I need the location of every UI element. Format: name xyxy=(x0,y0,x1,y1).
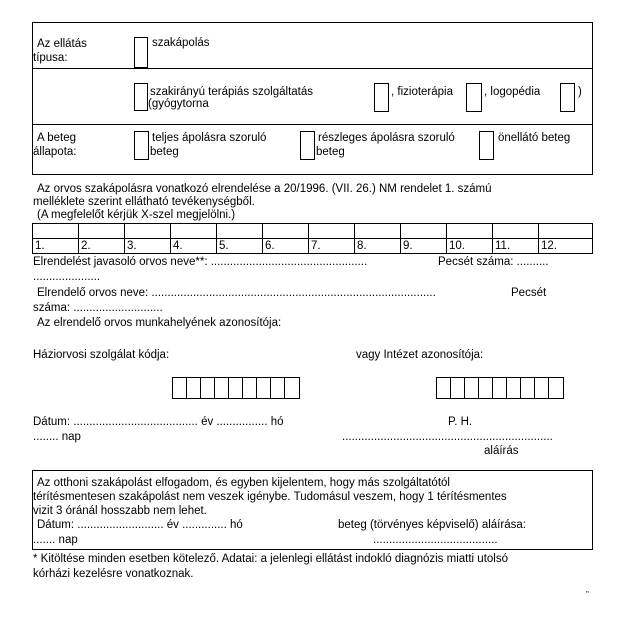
activity-number-6: 6. xyxy=(265,240,275,252)
speech-label: , logopédia xyxy=(484,86,541,98)
activity-cell-7[interactable] xyxy=(309,224,354,238)
consent-date-line: Dátum: ........................... év .............. hó xyxy=(37,519,243,531)
institution-id-box[interactable] xyxy=(492,377,507,399)
nursing-label: szakápolás xyxy=(152,37,210,49)
activity-cell-3[interactable] xyxy=(125,224,170,238)
order-text-1: Az orvos szakápolásra vonatkozó elrendelése a 20/1996. (VII. 26.) NM rendelet 1. számú xyxy=(37,183,492,195)
activity-number-3: 3. xyxy=(127,240,137,252)
gp-code-box[interactable] xyxy=(270,377,285,399)
full-care-label-1: teljes ápolásra szoruló xyxy=(152,132,267,144)
ordering-stamp-label: Pecsét xyxy=(511,287,547,299)
physio-checkbox[interactable] xyxy=(374,83,389,112)
institution-id-box[interactable] xyxy=(548,377,564,399)
self-care-label: önellátó beteg xyxy=(498,132,571,144)
activity-number-7: 7. xyxy=(311,240,321,252)
partial-care-label-2: beteg xyxy=(316,146,345,158)
gp-code-box[interactable] xyxy=(242,377,257,399)
institution-id-box[interactable] xyxy=(478,377,493,399)
full-care-checkbox[interactable] xyxy=(134,131,149,160)
order-text-2: melléklete szerint ellátható tevékenységből. xyxy=(33,196,255,208)
gp-code-box[interactable] xyxy=(172,377,187,399)
consent-text-2: térítésmentesen szakápolást nem veszek igénybe. Tudomásul veszem, hogy 1 térítésmentes xyxy=(33,491,507,503)
ordering-doctor-line: Elrendelő orvos neve: ......................................................................................... xyxy=(37,287,436,299)
consent-text-1: Az otthoni szakápolást elfogadom, és egyben kijelentem, hogy más szolgáltatótól xyxy=(37,477,450,489)
ordering-stamp-line: száma: ............................ xyxy=(33,302,163,314)
gp-code-box[interactable] xyxy=(256,377,271,399)
order-text-3: (A megfelelőt kérjük X-szel megjelölni.) xyxy=(37,209,236,221)
activity-cell-4[interactable] xyxy=(171,224,216,238)
activity-number-5: 5. xyxy=(219,240,229,252)
gp-code-box[interactable] xyxy=(228,377,243,399)
partial-care-label-1: részleges ápolásra szoruló xyxy=(318,132,455,144)
activity-cell-11[interactable] xyxy=(493,224,538,238)
workplace-label: Az elrendelő orvos munkahelyének azonosítója: xyxy=(37,317,282,329)
full-care-label-2: beteg xyxy=(150,146,179,158)
doctor-signature-label: aláírás xyxy=(484,445,519,457)
speech-checkbox[interactable] xyxy=(466,83,482,112)
therapy-checkbox[interactable] xyxy=(134,83,148,111)
activity-number-1: 1. xyxy=(35,240,45,252)
institution-id-box[interactable] xyxy=(464,377,479,399)
nursing-checkbox[interactable] xyxy=(134,37,148,68)
doctor-date-line: Dátum: ....................................... év ................ hó xyxy=(33,416,284,428)
activity-number-11: 11. xyxy=(495,240,511,252)
institution-id-box[interactable] xyxy=(450,377,465,399)
care-type-label-2: típusa: xyxy=(33,52,68,64)
proposing-doctor-line: Elrendelést javasoló orvos neve**: ................................................. xyxy=(33,256,368,268)
gp-code-box[interactable] xyxy=(200,377,215,399)
activity-cell-1[interactable] xyxy=(33,224,78,238)
activity-number-12: 12. xyxy=(541,240,557,252)
gp-code-box[interactable] xyxy=(186,377,201,399)
institution-id-box[interactable] xyxy=(506,377,521,399)
activity-cell-2[interactable] xyxy=(79,224,124,238)
activity-cell-10[interactable] xyxy=(447,224,492,238)
activity-cell-5[interactable] xyxy=(217,224,262,238)
institution-id-label: vagy Intézet azonosítója: xyxy=(356,349,484,361)
activity-number-9: 9. xyxy=(403,240,413,252)
corner-mark: " xyxy=(586,590,589,599)
consent-text-3: vizit 3 óránál hosszabb nem lehet. xyxy=(33,505,207,517)
patient-state-label-1: A beteg xyxy=(37,132,77,144)
gp-code-label: Háziorvosi szolgálat kódja: xyxy=(33,349,170,361)
institution-id-box[interactable] xyxy=(520,377,535,399)
activity-cell-8[interactable] xyxy=(355,224,400,238)
gp-code-box[interactable] xyxy=(214,377,229,399)
consent-date-day: ....... nap xyxy=(33,534,78,546)
therapy-label-1: szakirányú terápiás szolgáltatás xyxy=(150,86,313,98)
footnote-line-1: * Kitöltése minden esetben kötelező. Adatai: a jelenlegi ellátást indokló diagnózis miatti utolsó xyxy=(33,553,508,565)
activity-cell-12[interactable] xyxy=(539,224,592,238)
physio-label: , fizioterápia xyxy=(391,86,454,98)
partial-care-checkbox[interactable] xyxy=(300,131,315,160)
institution-id-box[interactable] xyxy=(534,377,549,399)
doctor-signature-dots: .................................................................. xyxy=(342,431,553,443)
doctor-date-day: ........ nap xyxy=(33,431,81,443)
gp-code-box[interactable] xyxy=(284,377,300,399)
activity-number-4: 4. xyxy=(173,240,183,252)
close-paren: ) xyxy=(578,86,582,98)
speech-extra-checkbox[interactable] xyxy=(560,83,575,112)
self-care-checkbox[interactable] xyxy=(479,131,494,160)
consent-signature-label: beteg (törvényes képviselő) aláírása: xyxy=(338,519,526,531)
institution-id-box[interactable] xyxy=(436,377,451,399)
consent-signature-dots: ....................................... xyxy=(373,534,498,546)
proposing-stamp-line: Pecsét száma: .......... xyxy=(438,256,549,268)
footnote-line-2: kórházi kezelésre vonatkoznak. xyxy=(33,568,194,580)
proposing-doctor-line-2: ..................... xyxy=(33,271,101,283)
stamp-ph-label: P. H. xyxy=(448,416,473,428)
activity-number-8: 8. xyxy=(357,240,367,252)
activity-cell-6[interactable] xyxy=(263,224,308,238)
therapy-label-2: (gyógytorna xyxy=(148,98,209,110)
activity-number-2: 2. xyxy=(81,240,91,252)
patient-state-label-2: állapota: xyxy=(33,146,77,158)
activity-cell-9[interactable] xyxy=(401,224,446,238)
care-type-label-1: Az ellátás xyxy=(37,38,87,50)
activity-number-10: 10. xyxy=(449,240,465,252)
